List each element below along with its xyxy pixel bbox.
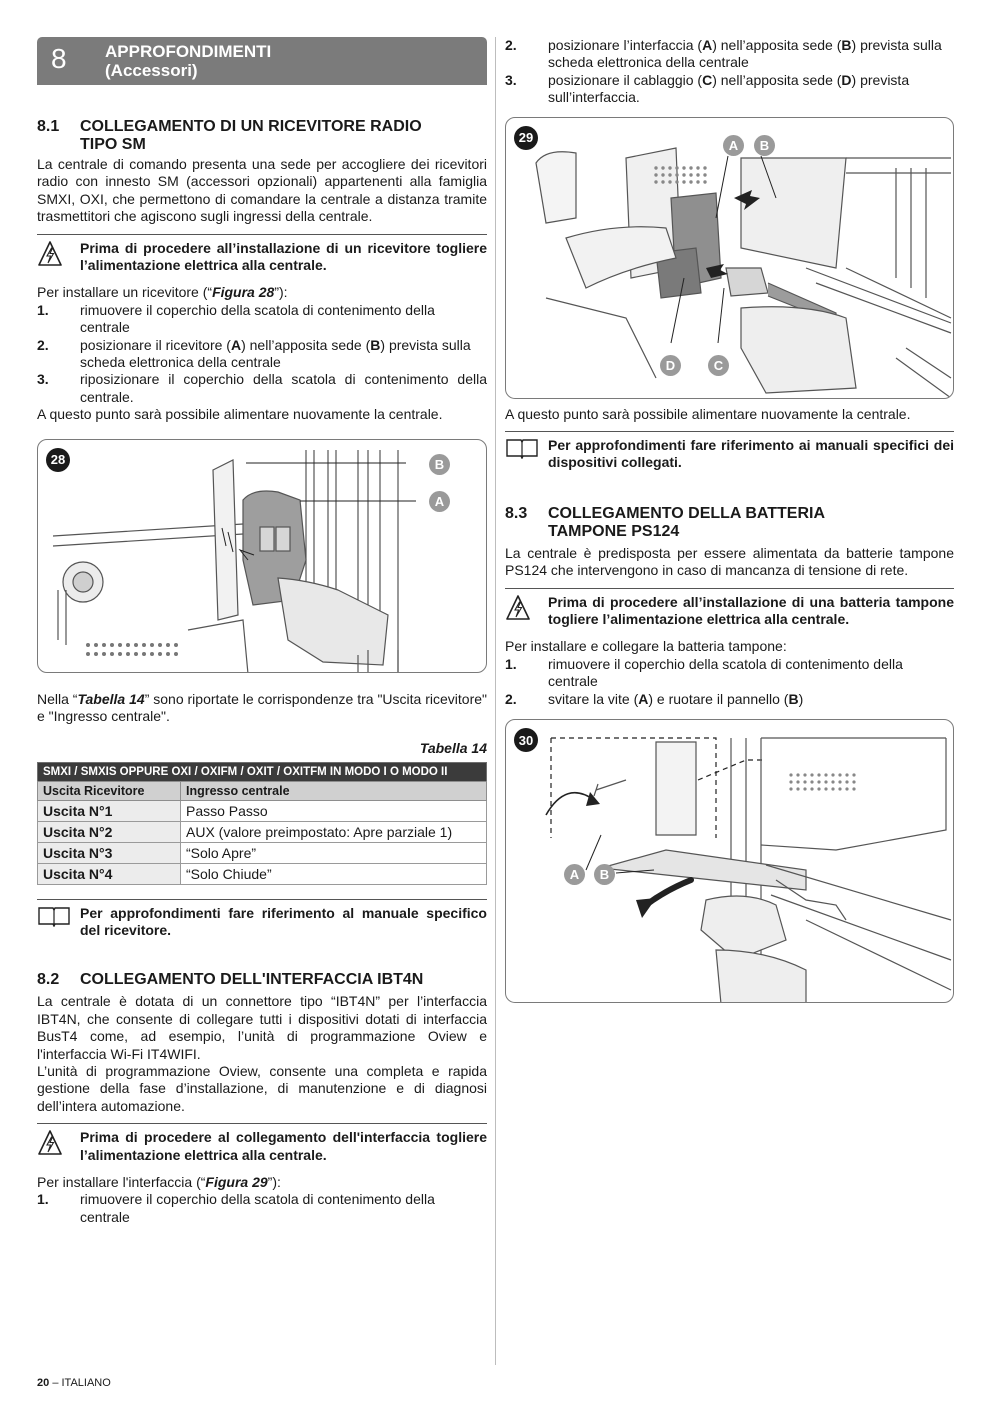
- table-row: Uscita N°1 Passo Passo: [38, 800, 487, 821]
- callout-a: A: [723, 135, 744, 156]
- section-8-3-title: 8.3 COLLEGAMENTO DELLA BATTERIA TAMPONE PS124: [505, 504, 826, 540]
- column-header: Ingresso centrale: [181, 781, 487, 800]
- warning-icon: [37, 1129, 80, 1164]
- table-header: SMXI / SMXIS OPPURE OXI / OXIFM / OXIT / OXITFM IN MODO I O MODO II: [38, 762, 487, 781]
- section-8-3-intro: La centrale è predisposta per essere alimentata da batterie tampone PS124 che intervengono in caso di mancanza di tensione di rete.: [505, 544, 954, 579]
- install-instruction: Per installare un ricevitore (“Figura 28”):: [37, 284, 288, 301]
- steps-list: [505, 656, 954, 708]
- figure-number-badge: 30: [514, 728, 538, 752]
- warning-block: Prima di procedere al collegamento dell'interfaccia togliere l’alimentazione elettrica alla centrale.: [37, 1123, 487, 1164]
- info-block: Per approfondimenti fare riferimento ai manuali specifici dei dispositivi collegati.: [505, 431, 954, 472]
- page-footer: [37, 1377, 111, 1389]
- install-instruction: Per installare e collegare la batteria tampone:: [505, 638, 787, 655]
- list-item: 2. posizionare l’interfaccia (A) nell’apposita sede (B) prevista sulla scheda elettronica della centrale: [505, 37, 942, 71]
- steps-list: [37, 1191, 487, 1226]
- book-icon: [37, 905, 80, 940]
- list-item: 3. riposizionare il coperchio della scatola di contenimento della centrale.: [37, 371, 487, 405]
- figure-29-illustration: [506, 118, 954, 399]
- table-caption: Tabella 14: [419, 739, 487, 756]
- receiver-outputs-table: [37, 762, 487, 885]
- callout-b: B: [429, 454, 450, 475]
- figure-28: [37, 439, 487, 673]
- list-item: 1. rimuovere il coperchio della scatola di contenimento della centrale: [505, 655, 903, 690]
- left-column: [37, 37, 487, 1226]
- column-divider: [495, 37, 496, 1365]
- list-item: 2. svitare la vite (A) e ruotare il pannello (B): [505, 690, 804, 707]
- callout-a: A: [564, 864, 585, 885]
- list-item: 1. rimuovere il coperchio della scatola di contenimento della centrale: [37, 301, 435, 336]
- figure-30-illustration: [506, 720, 954, 1003]
- section-8-2-paragraph: L’unità di programmazione Oview, consente una completa e rapida gestione della fase d’installazione, di manutenzione e di diagnosi dell’intera automazione.: [37, 1062, 487, 1114]
- steps-list: [505, 37, 954, 107]
- info-block: Per approfondimenti fare riferimento al manuale specifico del ricevitore.: [37, 899, 487, 940]
- figure-28-illustration: [38, 440, 487, 673]
- list-item: 2. posizionare il ricevitore (A) nell’apposita sede (B) prevista sulla scheda elettronica della centrale: [37, 336, 471, 371]
- table-row: Uscita N°4 “Solo Chiude”: [38, 863, 487, 884]
- column-header: Uscita Ricevitore: [38, 781, 181, 800]
- callout-c: C: [708, 355, 729, 376]
- table-row: Uscita N°3 “Solo Apre”: [38, 842, 487, 863]
- list-item: 1. rimuovere il coperchio della scatola di contenimento della centrale: [37, 1191, 435, 1225]
- chapter-header: [37, 37, 487, 85]
- figure-number-badge: 29: [514, 126, 538, 150]
- book-icon: [505, 437, 548, 472]
- list-item: 3. posizionare il cablaggio (C) nell’apposita sede (D) prevista sull’interfaccia.: [505, 71, 910, 106]
- figure-30: [505, 719, 954, 1003]
- table-intro: Nella “Tabella 14” sono riportate le corrispondenze tra "Uscita ricevitore" e "Ingresso centrale".: [37, 690, 487, 725]
- warning-block: Prima di procedere all’installazione di una batteria tampone togliere l’alimentazione elettrica alla centrale.: [505, 588, 954, 629]
- warning-icon: [37, 240, 80, 275]
- figure-number-badge: 28: [46, 448, 70, 472]
- section-8-2-paragraph: La centrale è dotata di un connettore tipo “IBT4N” per l’interfaccia IBT4N, che consente di collegare tutti i dispositivi dotati di interfaccia BusT4 come, ad esempio, l’unità di programmazione Oview e l'interfaccia Wi-Fi IT4WIFI.: [37, 993, 487, 1062]
- after-text: A questo punto sarà possibile alimentare nuovamente la centrale.: [37, 406, 443, 423]
- callout-b: B: [594, 864, 615, 885]
- section-8-1-title: 8.1 COLLEGAMENTO DI UN RICEVITORE RADIO TIPO SM: [37, 118, 422, 153]
- right-column: [505, 37, 954, 1003]
- install-instruction: Per installare l'interfaccia (“Figura 29”):: [37, 1173, 281, 1190]
- chapter-title: APPROFONDIMENTI (Accessori): [105, 42, 272, 80]
- warning-icon: [505, 594, 548, 629]
- table-row: Uscita N°2 AUX (valore preimpostato: Apre parziale 1): [38, 821, 487, 842]
- after-text: A questo punto sarà possibile alimentare nuovamente la centrale.: [505, 405, 911, 422]
- steps-list: [37, 302, 487, 406]
- figure-29: [505, 117, 954, 399]
- callout-a: A: [429, 491, 450, 512]
- footer-language: – ITALIANO: [52, 1377, 111, 1389]
- section-8-2-title: 8.2 COLLEGAMENTO DELL'INTERFACCIA IBT4N: [37, 971, 424, 989]
- section-8-1-intro: La centrale di comando presenta una sede per accogliere dei ricevitori radio con innesto SM (accessori opzionali) appartenenti alla famiglia SMXI, OXI, che permettono di comandare la centrale a distanza tramite trasmettitori che agiscono sugli ingressi della centrale.: [37, 156, 487, 225]
- page-number: 20: [37, 1377, 50, 1389]
- warning-block: Prima di procedere all’installazione di un ricevitore togliere l’alimentazione elettrica alla centrale.: [37, 234, 487, 275]
- callout-d: D: [660, 355, 681, 376]
- callout-b: B: [754, 135, 775, 156]
- chapter-number: 8: [51, 43, 67, 74]
